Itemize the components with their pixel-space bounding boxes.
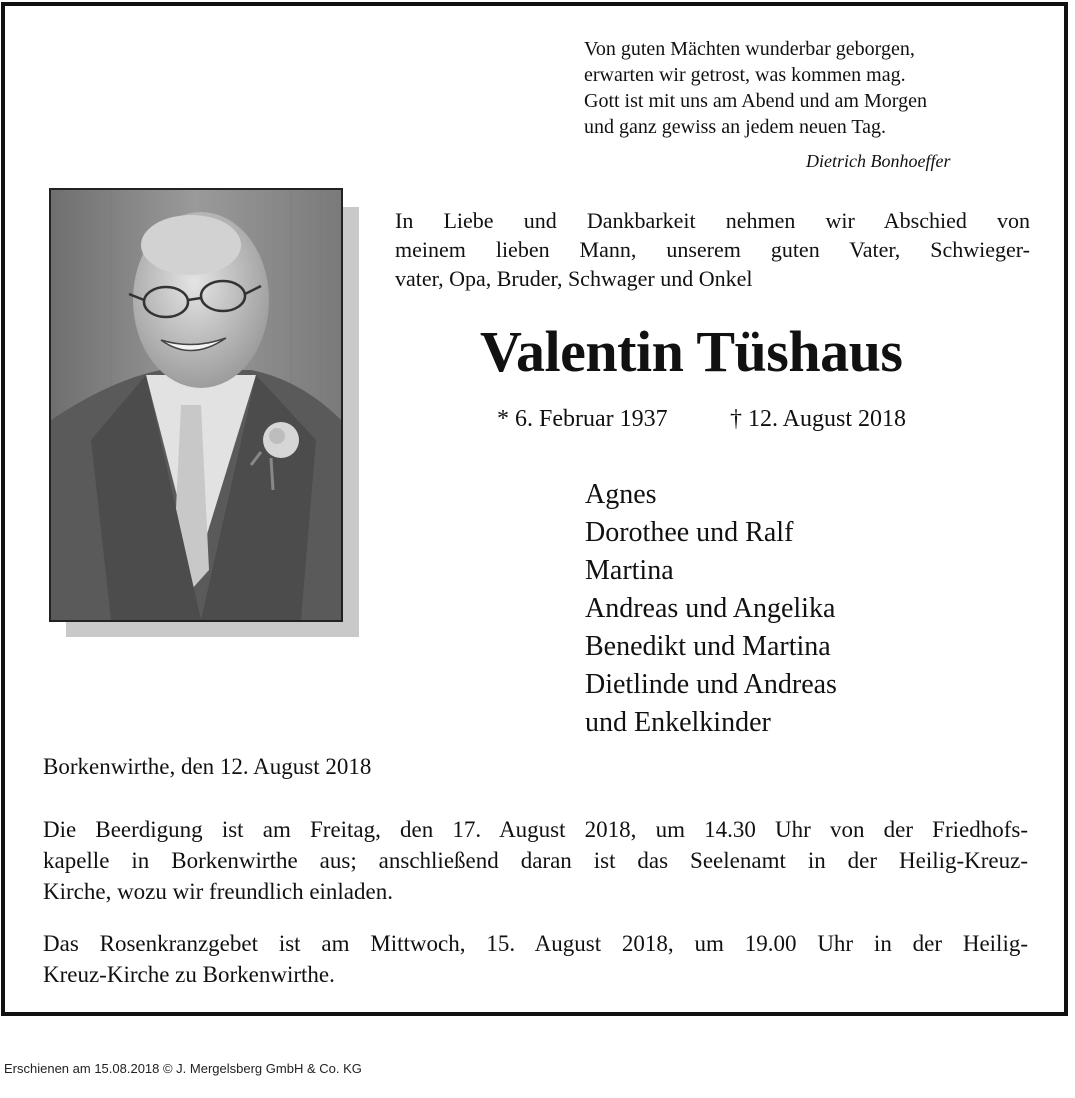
intro-line: meinem lieben Mann, unserem guten Vater, Schwieger- — [395, 237, 1030, 262]
death-date: † 12. August 2018 — [730, 406, 907, 432]
portrait-photo — [49, 188, 343, 622]
rosary-line: Das Rosenkranzgebet ist am Mittwoch, 15. August 2018, um 19.00 Uhr in der Heilig- — [43, 931, 1028, 956]
intro-text — [395, 206, 1030, 293]
quote-author: Dietrich Bonhoeffer — [806, 151, 951, 171]
quote-line: und ganz gewiss an jedem neuen Tag. — [584, 116, 887, 138]
birth-date: * 6. Februar 1937 — [497, 406, 668, 432]
publication-footer: Erschienen am 15.08.2018 © J. Mergelsberg GmbH & Co. KG — [4, 1061, 362, 1076]
quote-block — [584, 36, 927, 140]
quote-line: erwarten wir getrost, was kommen mag. — [584, 64, 906, 86]
funeral-line: kapelle in Borkenwirthe aus; anschließend daran ist das Seelenamt in der Heilig-Kreuz- — [43, 848, 1028, 873]
intro-line: In Liebe und Dankbarkeit nehmen wir Abschied von — [395, 208, 1030, 233]
family-member: Benedikt und Martina — [585, 631, 831, 662]
intro-line: vater, Opa, Bruder, Schwager und Onkel — [395, 266, 753, 291]
rosary-notice — [43, 928, 1028, 990]
deceased-name: Valentin Tüshaus — [480, 319, 903, 384]
family-member: Dietlinde und Andreas — [585, 669, 837, 700]
quote-line: Von guten Mächten wunderbar geborgen, — [584, 38, 915, 60]
funeral-notice — [43, 814, 1028, 907]
family-member: Agnes — [585, 479, 657, 510]
funeral-line: Kirche, wozu wir freundlich einladen. — [43, 879, 393, 904]
rosary-line: Kreuz-Kirche zu Borkenwirthe. — [43, 962, 335, 987]
family-member: und Enkelkinder — [585, 707, 771, 738]
place-date: Borkenwirthe, den 12. August 2018 — [43, 754, 372, 779]
family-list — [585, 476, 837, 742]
family-member: Dorothee und Ralf — [585, 517, 794, 548]
funeral-line: Die Beerdigung ist am Freitag, den 17. August 2018, um 14.30 Uhr von der Friedhofs- — [43, 817, 1028, 842]
family-member: Andreas und Angelika — [585, 593, 836, 624]
family-member: Martina — [585, 555, 674, 586]
quote-line: Gott ist mit uns am Abend und am Morgen — [584, 90, 927, 112]
